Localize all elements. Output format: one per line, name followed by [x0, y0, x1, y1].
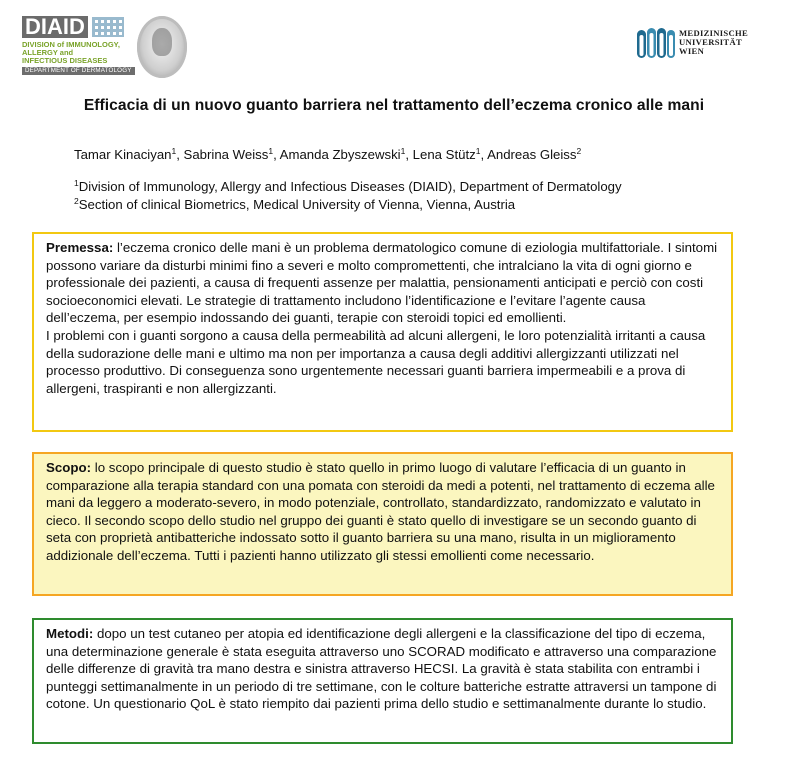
diaid-logo	[22, 16, 134, 76]
premessa-section	[32, 232, 733, 432]
metodi-text: dopo un test cutaneo per atopia ed identificazione degli allergeni e la classificazione del tipo di eczema, una determinazione generale è stata eseguita attraverso uno SCORAD modificato e attraverso una comparazione delle differenze di gravità tra mano destra e sinistra attraverso HECSI. La gravità è stata stabilita con entrambi i punteggi settimanalmente in un periodo di tre settimane, con le colture batteriche estratte attraversi un tampone di cotone. Un questionario QoL è stato riempito dai pazienti prima dello studio e settimanalmente durante lo studio.	[46, 626, 717, 712]
author-affiliation-mark: 1	[268, 146, 274, 156]
metodi-paragraph	[46, 625, 721, 713]
author-affiliation-mark: 2	[576, 146, 582, 156]
meduni-wien-logo-icon	[636, 24, 676, 60]
metodi-section	[32, 618, 733, 744]
scopo-text: lo scopo principale di questo studio è stato quello in primo luogo di valutare l’efficacia di un guanto in comparazione alla terapia standard con una pomata con steroidi da medi a potenti, nel trattamento di eczema alle mani da leggero a moderato-severo, in modo potenziale, controllato, standardizzato, randomizzato e valutato in cieco. Il secondo scopo dello studio nel gruppo dei guanti è stato quello di investigare se un secondo guanto di seta con proprietà antibatteriche indossato sotto il guanto barriera su una mano, risulta in un miglioramento addizionale dell’eczema. Tutti i pazienti hanno utilizzato gli stessi emollienti come necessario.	[46, 460, 715, 563]
author-list: Tamar Kinaciyan$^1$, Sabrina Weiss$^1$, Amanda Zbyszewski$^1$, Lena Stütz$^1$, Andreas Gleiss$^2$	[74, 146, 582, 162]
author-affiliation-mark: 1	[171, 146, 177, 156]
author-affiliation-mark: 1	[475, 146, 481, 156]
premessa-paragraph-2: I problemi con i guanti sorgono a causa della permeabilità ad alcuni allergeni, le loro potenzialità irritanti a causa della sudorazione delle mani e ultimo ma non per importanza a causa degli additivi allergizzanti utilizzati nel processo produttivo. Di conseguenza sono urgentemente necessari guanti barriera impermeabili e a prova di allergeni, traspiranti e non allergizzanti.	[46, 327, 706, 396]
author-name: Amanda Zbyszewski	[279, 147, 401, 162]
affiliation-1: $^1$Division of Immunology, Allergy and Infectious Diseases (DIAID), Department of Dermatology	[74, 178, 622, 194]
meduni-line1: MEDIZINISCHE	[679, 28, 749, 38]
diaid-department-text: DEPARTMENT OF DERMATOLOGY	[22, 67, 135, 75]
poster-header	[0, 0, 788, 90]
meduni-wien-wordmark	[679, 29, 748, 56]
metodi-label: Metodi:	[46, 626, 94, 641]
meduni-line2: UNIVERSITÄT	[679, 37, 742, 47]
author-name: Sabrina Weiss	[183, 147, 269, 162]
premessa-text: l’eczema cronico delle mani è un problema dermatologico comune di eziologia multifattoriale. I sintomi possono variare da disturbi minimi fino a severi e molto compromettenti, che intralciano la vita di ogni giorno e professionale dei pazienti, a causa di frequenti assenze per malattia, pensionamenti anticipati e perciò con costi socioeconomici elevati. Le strategie di trattamento includono l’identificazione e l’evitare l’agente causa dell’eczema, per esempio indossando dei guanti, terapie con steroidi topici ed emollienti.	[46, 240, 718, 326]
diaid-division-text: DIVISION of IMMUNOLOGY, ALLERGY and INFECTIOUS DISEASES	[22, 40, 120, 65]
author-name: Lena Stütz	[412, 147, 476, 162]
diaid-grid-icon	[92, 17, 124, 37]
scopo-label: Scopo:	[46, 460, 92, 475]
affiliation-list	[74, 178, 622, 214]
meduni-line3: WIEN	[679, 46, 705, 56]
affiliation-2: $^2$Section of clinical Biometrics, Medical University of Vienna, Vienna, Austria	[74, 196, 516, 212]
diaid-wordmark: DIAID	[22, 16, 89, 38]
seal-portrait-icon	[152, 28, 172, 56]
author-affiliation-mark: 1	[400, 146, 406, 156]
poster-title: Efficacia di un nuovo guanto barriera nel trattamento dell’eczema cronico alle mani	[83, 97, 705, 114]
premessa-paragraph-1	[46, 239, 721, 327]
scopo-paragraph	[46, 459, 721, 565]
scopo-section	[32, 452, 733, 596]
author-name: Andreas Gleiss	[487, 147, 577, 162]
author-name: Tamar Kinaciyan	[74, 147, 172, 162]
premessa-label: Premessa:	[46, 240, 114, 255]
